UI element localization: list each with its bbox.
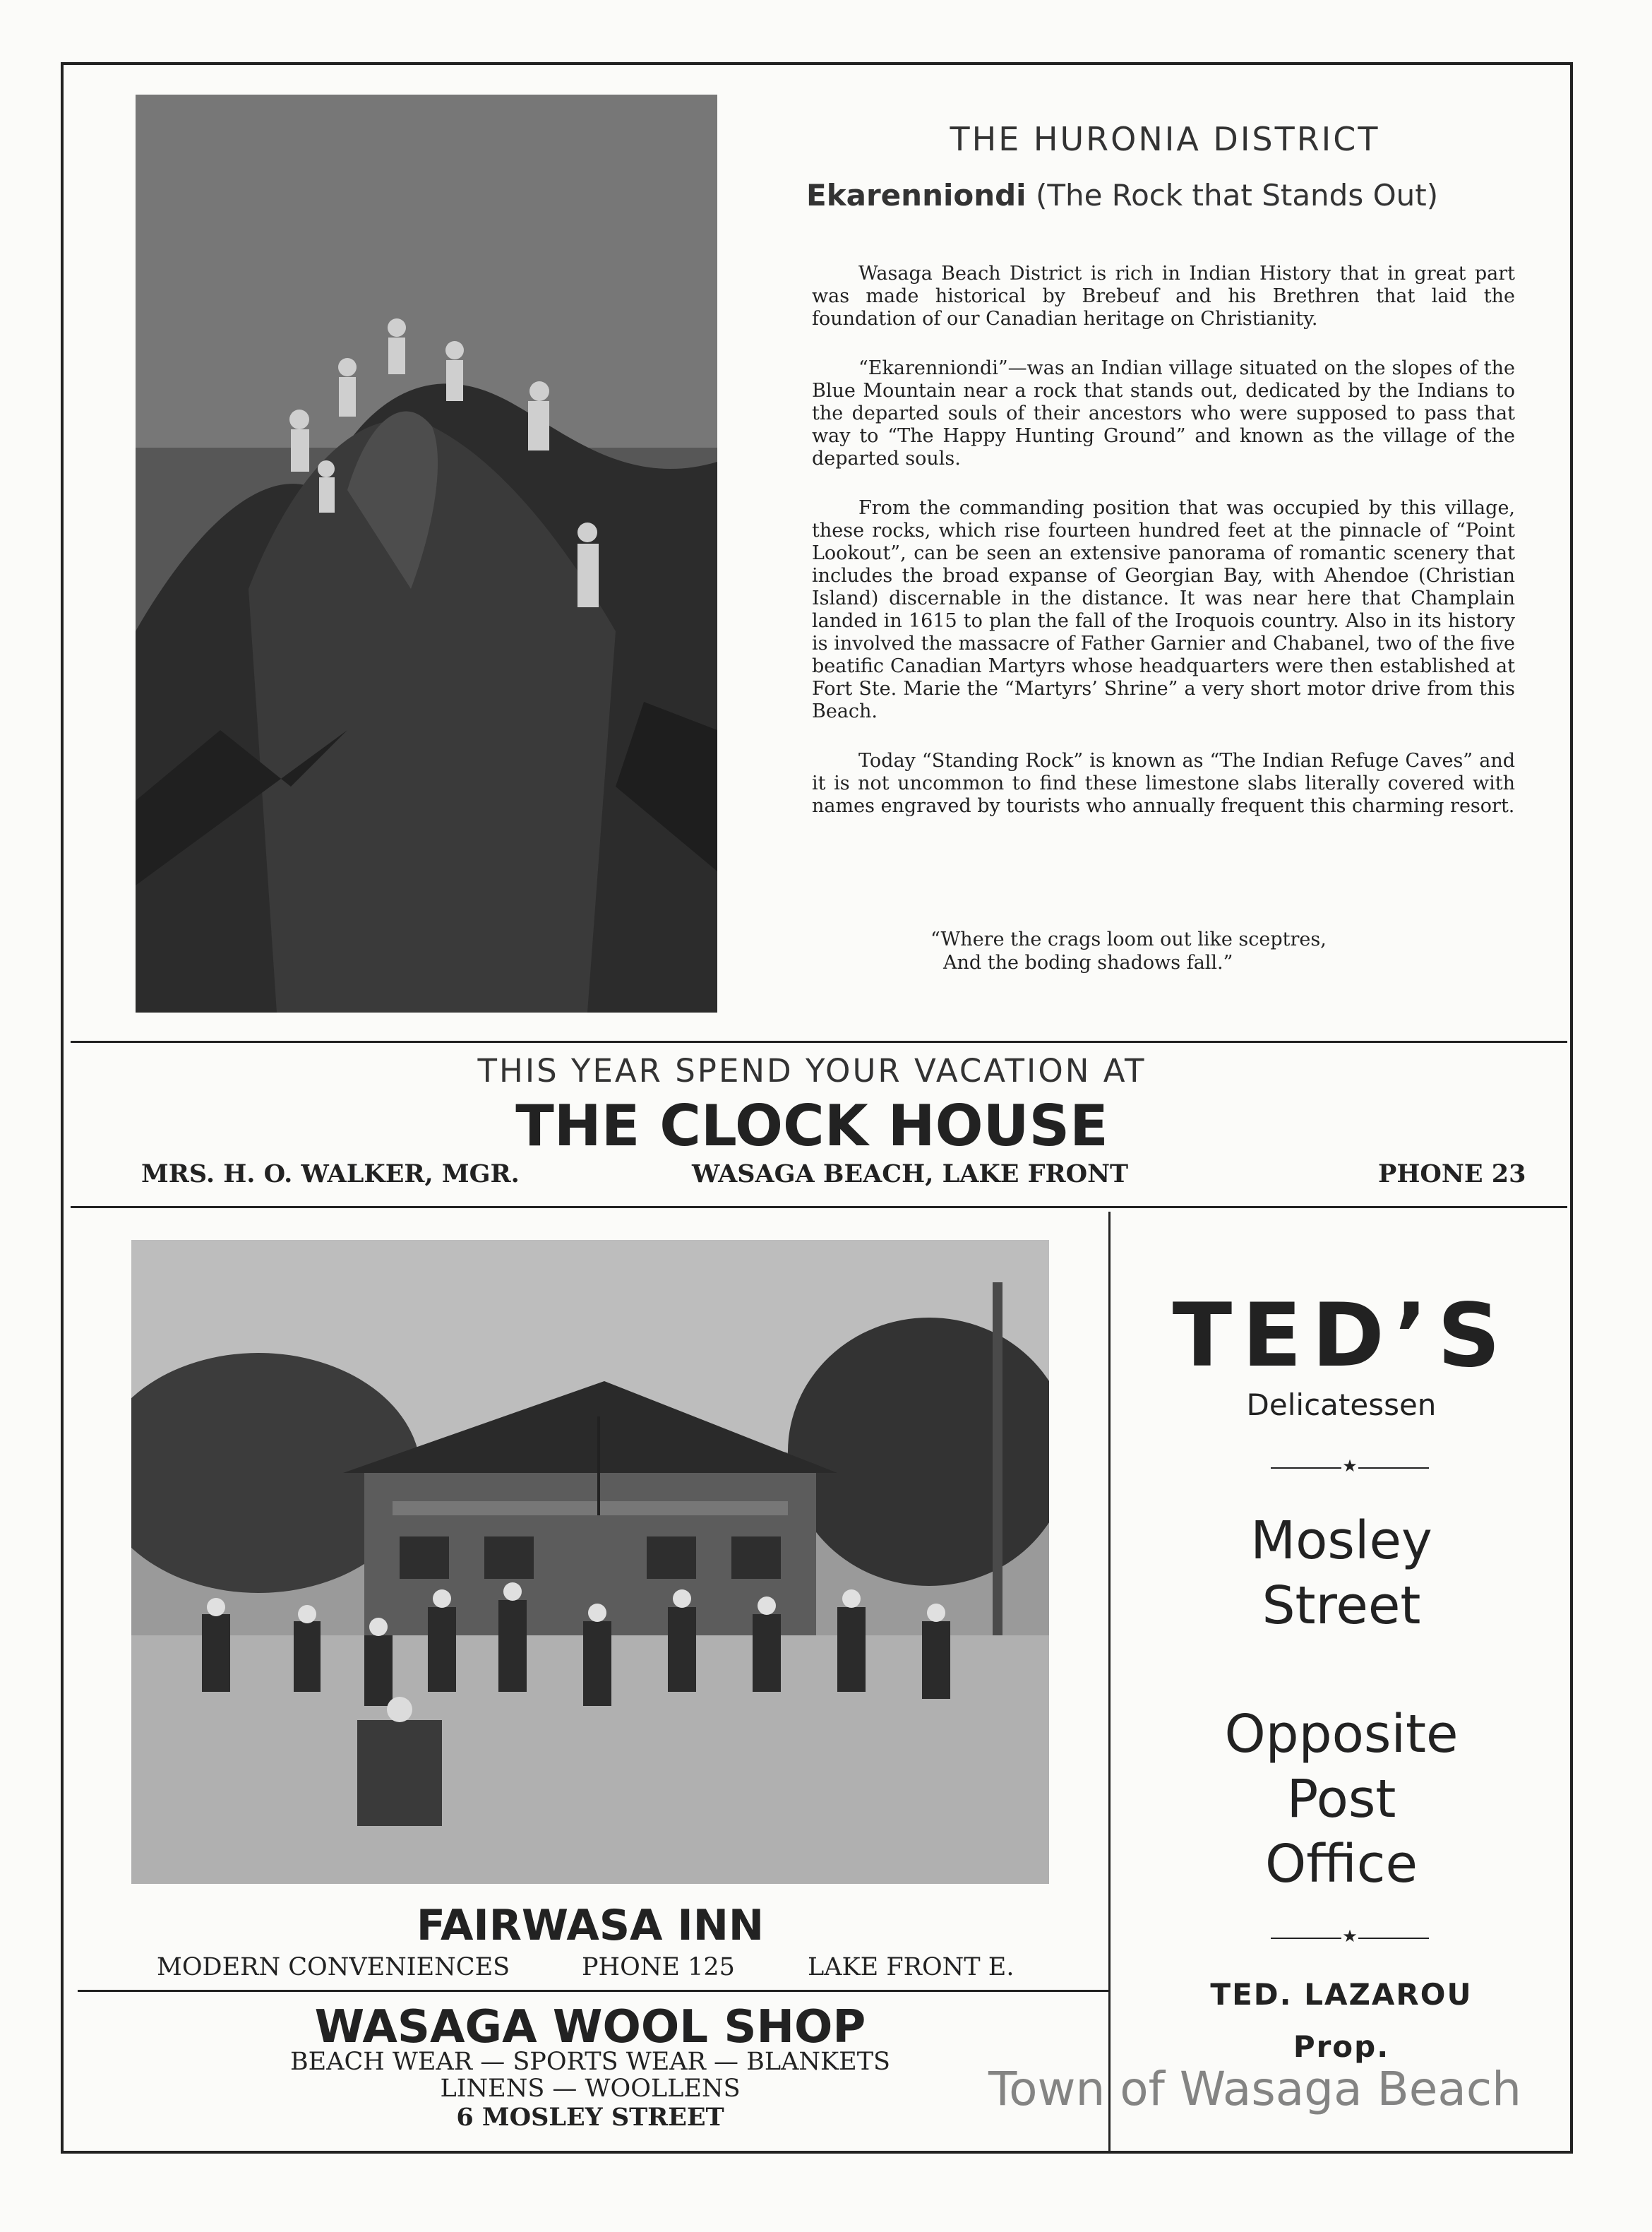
divider-middle [71, 1206, 1567, 1208]
teds-opposite-1: Opposite [1224, 1704, 1459, 1765]
article-subtitle [806, 178, 1519, 213]
article-subtitle-translation: (The Rock that Stands Out) [1035, 178, 1439, 213]
article-subtitle-name: Ekarenniondi [806, 178, 1026, 213]
wool-shop-line-1: BEACH WEAR — SPORTS WEAR — BLANKETS [289, 2048, 891, 2076]
clock-house-intro: THIS YEAR SPEND YOUR VACATION AT [477, 1052, 1147, 1090]
quote-line-2: And the boding shadows fall.” [943, 952, 1233, 974]
clock-house-manager: MRS. H. O. WALKER, MGR. [141, 1159, 520, 1188]
star-icon: ★ [1342, 1456, 1358, 1476]
article-body [812, 263, 1515, 845]
wool-shop-line-2: LINENS — WOOLLENS [440, 2075, 741, 2103]
teds-street-1: Mosley [1250, 1510, 1432, 1571]
teds-opposite-2: Post [1286, 1769, 1396, 1830]
article-quote [930, 928, 1495, 974]
article-paragraph: “Ekarenniondi”—was an Indian village situated on the slopes of the Blue Mountain near a rock that stands out, dedicated by the Indians to the departed souls of their ancestors who were supposed to pass that way to “The Happy Hunting Ground” and known as the village of the departed souls. [812, 357, 1515, 470]
teds-name: TED’S [1172, 1285, 1511, 1387]
fairwasa-phone: PHONE 125 [582, 1953, 735, 1981]
clock-house-phone: PHONE 23 [1378, 1159, 1526, 1188]
clock-house-location: WASAGA BEACH, LAKE FRONT [692, 1159, 1129, 1188]
divider-top [71, 1041, 1567, 1043]
watermark: Town of Wasaga Beach [988, 2062, 1521, 2116]
fairwasa-inn-name: FAIRWASA INN [416, 1901, 765, 1950]
star-icon: ★ [1342, 1926, 1358, 1946]
standing-rock-photo [136, 95, 717, 1013]
article-paragraph: Wasaga Beach District is rich in Indian History that in great part was made historical by Brebeuf and his Brethren that laid the foundation of our Canadian heritage on Christianity. [812, 263, 1515, 330]
divider-vertical [1108, 1212, 1111, 2151]
wool-shop-name: WASAGA WOOL SHOP [314, 2001, 866, 2053]
star-divider-1 [1271, 1457, 1429, 1479]
divider-inn-wool [78, 1990, 1108, 1992]
article-title: THE HURONIA DISTRICT [950, 120, 1380, 158]
teds-street-2: Street [1262, 1575, 1421, 1636]
wool-shop-address: 6 MOSLEY STREET [456, 2103, 724, 2132]
fairwasa-inn-photo [131, 1240, 1049, 1884]
teds-type: Delicatessen [1246, 1387, 1437, 1422]
clock-house-name: THE CLOCK HOUSE [515, 1093, 1108, 1159]
fairwasa-conveniences: MODERN CONVENIENCES [157, 1953, 510, 1981]
fairwasa-location: LAKE FRONT E. [808, 1953, 1014, 1981]
article-paragraph: Today “Standing Rock” is known as “The Indian Refuge Caves” and it is not uncommon to find these limestone slabs literally covered with names engraved by tourists who annually frequent this charming resort. [812, 750, 1515, 817]
teds-owner: TED. LAZAROU [1210, 1977, 1473, 2012]
star-divider-2 [1271, 1928, 1429, 1949]
article-paragraph: From the commanding position that was occupied by this village, these rocks, which rise fourteen hundred feet at the pinnacle of “Point Lookout”, can be seen an extensive panorama of romantic scenery that includes the broad expanse of Georgian Bay, with Ahendoe (Christian Island) discernable in the distance. It was near here that Champlain landed in 1615 to plan the fall of the Iroquois country. Also in its history is involved the massacre of Father Garnier and Chabanel, two of the five beatific Canadian Martyrs whose headquarters were then established at Fort Ste. Marie the “Martyrs’ Shrine” a very short motor drive from this Beach. [812, 497, 1515, 722]
quote-line-1: “Where the crags loom out like sceptres, [930, 929, 1327, 950]
teds-opposite-3: Office [1264, 1834, 1418, 1894]
teds-owner-title: Prop. [1293, 2029, 1390, 2064]
